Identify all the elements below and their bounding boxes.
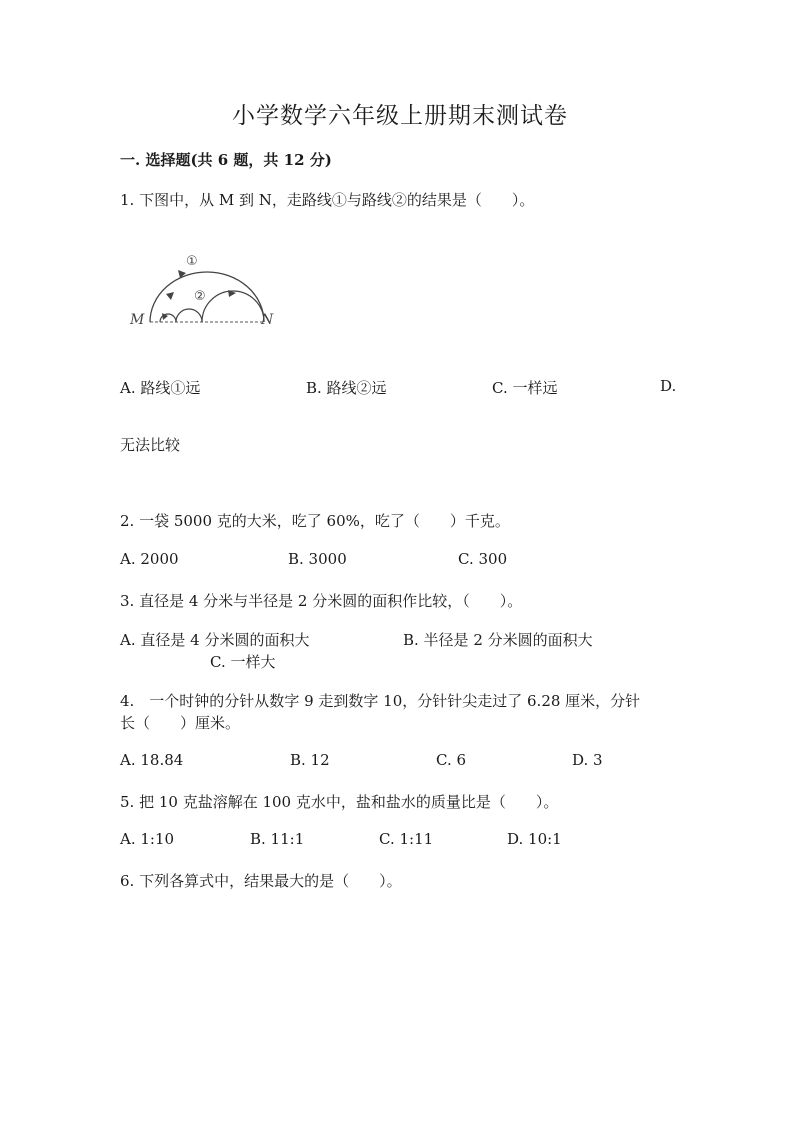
q1-option-b[interactable]: B. 路线②远: [306, 379, 387, 397]
q1-option-c[interactable]: C. 一样远: [492, 379, 558, 397]
question-5-text: 5. 把 10 克盐溶解在 100 克水中，盐和盐水的质量比是（ ）。: [120, 793, 559, 811]
q3-option-a[interactable]: A. 直径是 4 分米圆的面积大: [120, 631, 310, 649]
q5-option-b[interactable]: B. 11:1: [250, 830, 305, 848]
q1-option-d[interactable]: D.: [660, 377, 677, 395]
q1-option-d-text: 无法比较: [120, 436, 181, 454]
q5-option-c[interactable]: C. 1:11: [379, 830, 434, 848]
route-1-label: ①: [186, 254, 198, 269]
question-6-text: 6. 下列各算式中，结果最大的是（ ）。: [120, 872, 402, 890]
point-m-label: M: [130, 312, 145, 328]
page-title: 小学数学六年级上册期末测试卷: [232, 103, 568, 129]
question-4-text-line1: 4. 一个时钟的分针从数字 9 走到数字 10，分针针尖走过了 6.28 厘米，分针: [120, 692, 641, 710]
route-2-arc-3: [202, 291, 264, 322]
q2-option-b[interactable]: B. 3000: [288, 550, 347, 568]
q2-option-a[interactable]: A. 2000: [120, 550, 179, 568]
route-2-arc-2: [176, 309, 202, 322]
question-1-text: 1. 下图中，从 M 到 N，走路线①与路线②的结果是（ ）。: [120, 191, 535, 209]
q4-option-d[interactable]: D. 3: [572, 751, 603, 769]
q3-option-b[interactable]: B. 半径是 2 分米圆的面积大: [403, 631, 593, 649]
q5-option-d[interactable]: D. 10:1: [507, 830, 562, 848]
q1-option-a[interactable]: A. 路线①远: [120, 379, 201, 397]
q2-option-c[interactable]: C. 300: [458, 550, 508, 568]
section-heading: 一. 选择题(共 6 题，共 12 分): [120, 151, 332, 169]
question-4-text-line2: 长（ ）厘米。: [120, 714, 241, 732]
q3-option-c[interactable]: C. 一样大: [210, 653, 276, 671]
q4-option-c[interactable]: C. 6: [436, 751, 467, 769]
q4-option-a[interactable]: A. 18.84: [120, 751, 184, 769]
route-diagram: [128, 248, 288, 338]
question-2-text: 2. 一袋 5000 克的大米，吃了 60%，吃了（ ）千克。: [120, 512, 510, 530]
arrow-icon: [166, 292, 174, 300]
point-n-label: N: [261, 312, 274, 328]
route-2-label: ②: [194, 289, 206, 304]
question-3-text: 3. 直径是 4 分米与半径是 2 分米圆的面积作比较，（ ）。: [120, 592, 523, 610]
q5-option-a[interactable]: A. 1:10: [120, 830, 175, 848]
q4-option-b[interactable]: B. 12: [290, 751, 330, 769]
